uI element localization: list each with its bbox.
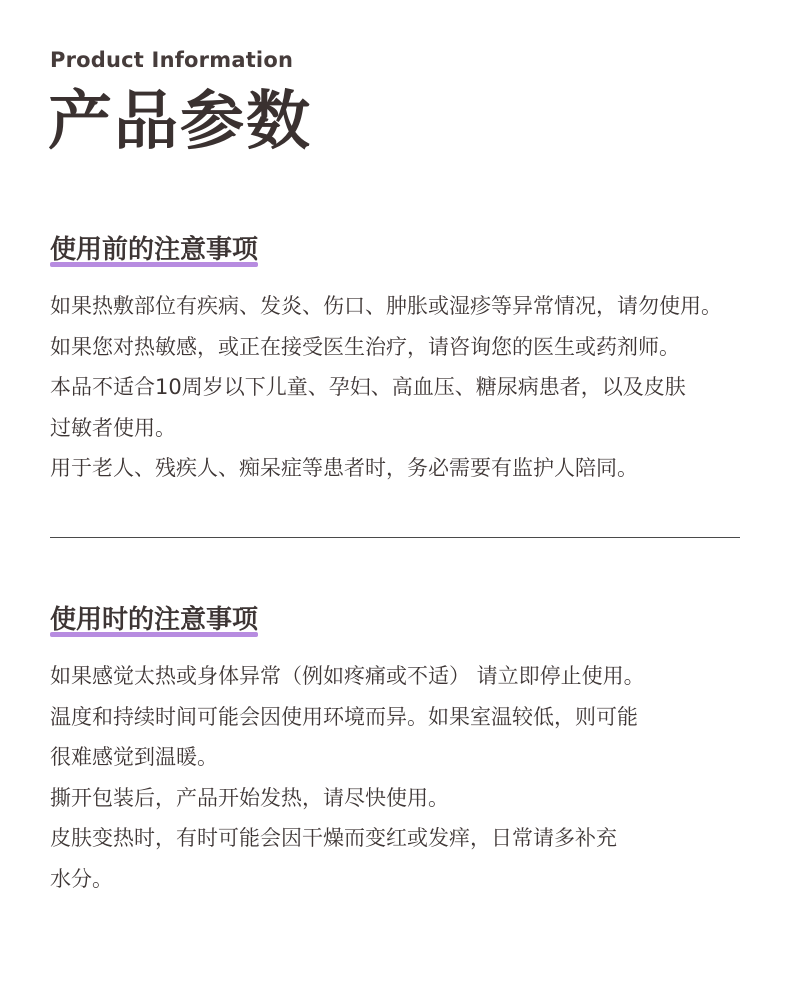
notice-line: 如果感觉太热或身体异常（例如疼痛或不适） 请立即停止使用。 bbox=[50, 664, 645, 688]
header-subtitle: Product Information bbox=[50, 48, 294, 72]
section-heading-text: 使用前的注意事项 bbox=[50, 235, 259, 265]
section-divider bbox=[50, 537, 740, 538]
section-before-use bbox=[50, 232, 770, 489]
section-heading-text: 使用时的注意事项 bbox=[50, 605, 259, 635]
notice-line: 本品不适合10周岁以下儿童、孕妇、高血压、糖尿病患者，以及皮肤 bbox=[50, 375, 686, 399]
page-title: 产品参数 bbox=[48, 85, 312, 159]
notice-line: 很难感觉到温暖。 bbox=[50, 745, 218, 769]
notice-line: 皮肤变热时，有时可能会因干燥而变红或发痒，日常请多补充 bbox=[50, 826, 617, 850]
notice-line: 温度和持续时间可能会因使用环境而异。如果室温较低，则可能 bbox=[50, 704, 638, 729]
notice-line: 用于老人、残疾人、痴呆症等患者时，务必需要有监护人陪同。 bbox=[50, 456, 638, 480]
notice-list bbox=[50, 656, 770, 899]
notice-line: 过敏者使用。 bbox=[50, 415, 176, 440]
section-during-use bbox=[50, 602, 770, 899]
notice-line: 如果您对热敏感，或正在接受医生治疗，请咨询您的医生或药剂师。 bbox=[50, 334, 680, 359]
notice-line: 水分。 bbox=[50, 866, 113, 891]
section-heading bbox=[50, 232, 258, 268]
notice-list bbox=[50, 286, 770, 489]
notice-line: 撕开包装后，产品开始发热，请尽快使用。 bbox=[50, 785, 449, 810]
notice-line: 如果热敷部位有疾病、发炎、伤口、肿胀或湿疹等异常情况，请勿使用。 bbox=[50, 294, 722, 318]
section-heading bbox=[50, 602, 258, 638]
